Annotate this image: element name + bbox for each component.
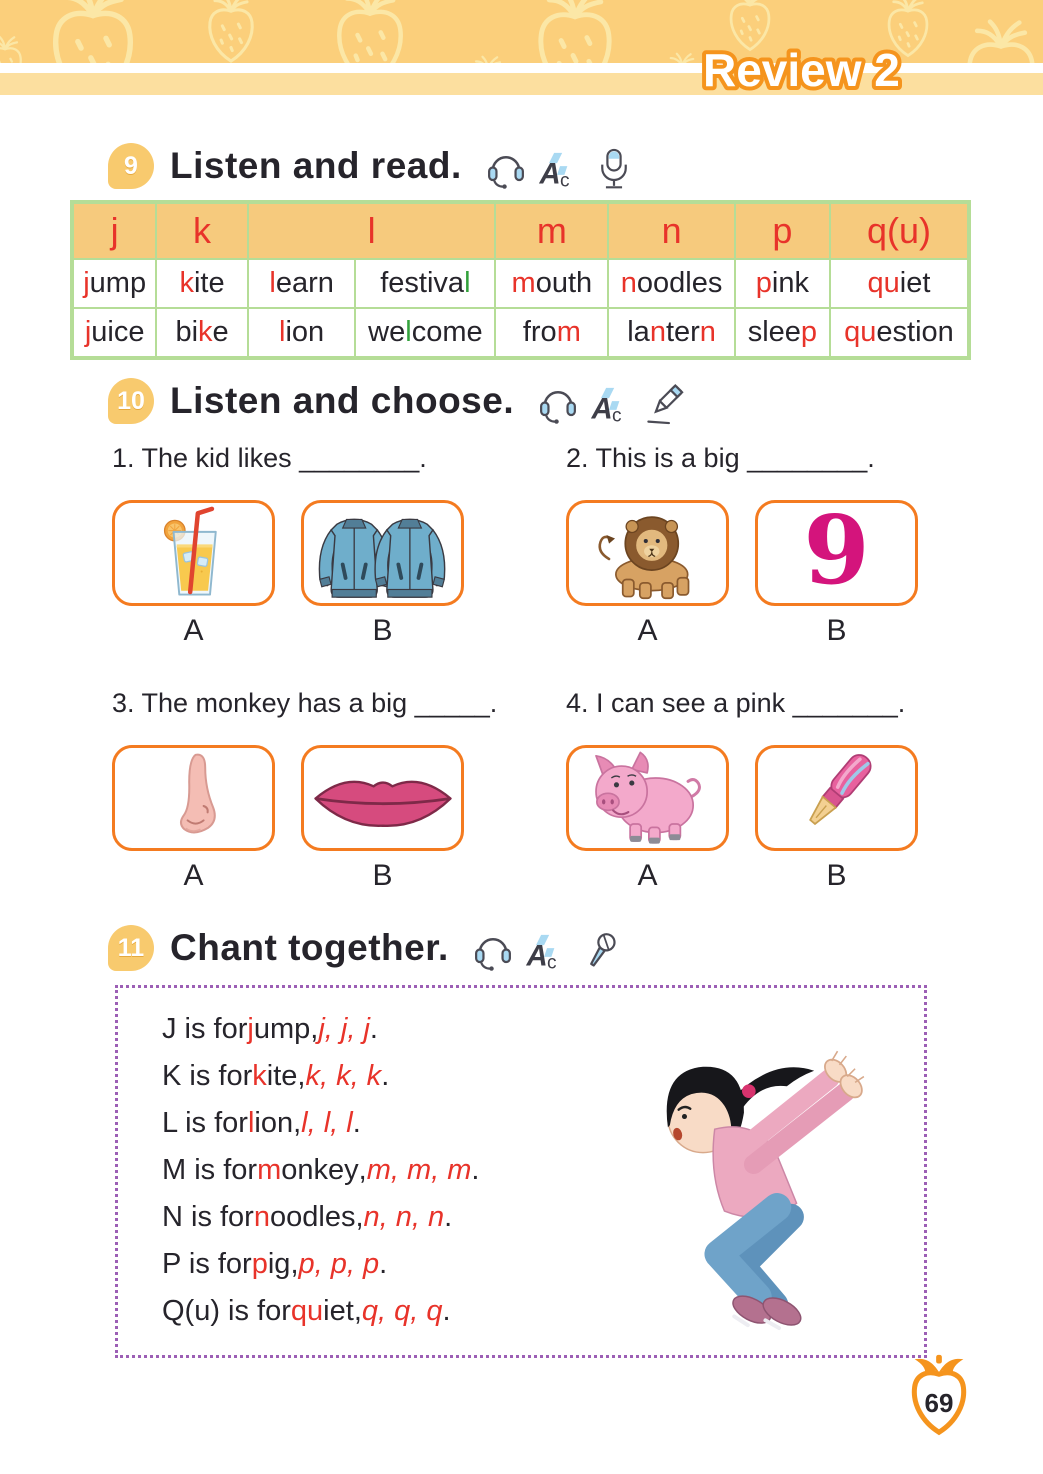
pencil-icon: [644, 381, 688, 427]
option-a-card: [566, 745, 729, 851]
table-header-row: [72, 202, 969, 259]
option-b: [755, 745, 918, 893]
word-cell: from: [495, 308, 608, 358]
word-cell: pink: [735, 259, 830, 308]
word-cell: lion: [248, 308, 356, 358]
abc-icon: [590, 381, 634, 427]
option-a-card: [112, 745, 275, 851]
section-9-title: Listen and read.: [170, 145, 462, 186]
question-1: [112, 443, 552, 648]
option-a: [566, 745, 729, 893]
svg-text:A: A: [591, 392, 613, 426]
question-4-options: [566, 745, 1006, 893]
number-nine-image: 9: [803, 500, 870, 606]
jackets-image: [308, 505, 458, 601]
table-row: [72, 259, 969, 308]
question-4-text: 4. I can see a pink _______.: [566, 688, 906, 718]
lion-image: [580, 506, 715, 600]
headset-icon: [536, 381, 580, 427]
table-header-m: m: [495, 202, 608, 259]
svg-text:c: c: [559, 170, 570, 192]
question-2-text: 2. This is a big ________.: [566, 443, 875, 473]
word-cell: kite: [156, 259, 247, 308]
chant-line: J is for j ump , j, j, j .: [162, 1013, 378, 1045]
page-number-badge: [903, 1352, 975, 1438]
chant-line: K is for k ite , k, k, k .: [162, 1060, 390, 1092]
nose-image: [153, 750, 235, 846]
juice-image: [129, 505, 259, 601]
strawberry-icon: [200, 0, 262, 66]
option-b-card: [755, 745, 918, 851]
option-b-label: B: [826, 614, 847, 647]
question-1-options: [112, 500, 552, 648]
option-a-card: [566, 500, 729, 606]
word-cell: mouth: [495, 259, 608, 308]
section-9-badge: 9: [108, 143, 154, 189]
svg-text:c: c: [612, 405, 622, 427]
option-a-label: A: [183, 859, 204, 892]
chant-line: N is for n oodles , n, n, n .: [162, 1201, 453, 1233]
word-cell: jump: [72, 259, 156, 308]
section-10-icons: [536, 381, 688, 427]
headset-icon: [484, 146, 528, 192]
svg-text:c: c: [546, 952, 557, 974]
headset-icon: [471, 928, 515, 974]
option-a: [566, 500, 729, 648]
chant-line: L is for l ion , l, l, l .: [162, 1107, 361, 1139]
option-b-card: [301, 500, 464, 606]
phonics-table: [70, 200, 971, 360]
section-10-badge: 10: [108, 378, 154, 424]
pig-image: [582, 749, 714, 847]
option-a-card: [112, 500, 275, 606]
table-header-l: l: [248, 202, 496, 259]
option-b: [301, 500, 464, 648]
option-a-label: A: [637, 614, 658, 647]
table-header-p: p: [735, 202, 830, 259]
question-2-options: [566, 500, 1006, 648]
pen-image: [767, 749, 907, 847]
review-title-text: Review 2: [703, 44, 900, 96]
chant-box: [115, 985, 927, 1358]
section-9-heading: [108, 140, 636, 192]
option-a: [112, 500, 275, 648]
page-header-band: [0, 0, 1043, 95]
hand-microphone-icon: [579, 928, 623, 974]
question-1-text: 1. The kid likes ________.: [112, 443, 427, 473]
question-3-text: 3. The monkey has a big _____.: [112, 688, 498, 718]
chant-lines: [162, 1006, 479, 1335]
section-10-title: Listen and choose.: [170, 380, 515, 421]
word-cell: quiet: [830, 259, 969, 308]
question-2: [566, 443, 1006, 648]
word-cell: learn: [248, 259, 356, 308]
chant-line: Q(u) is for qu iet , q, q, q .: [162, 1295, 451, 1327]
section-11-title: Chant together.: [170, 927, 449, 968]
svg-text:A: A: [539, 157, 561, 191]
option-b-card: [755, 500, 918, 606]
chant-line: P is for p ig , p, p, p .: [162, 1248, 388, 1280]
table-header-j: j: [72, 202, 156, 259]
review-title: [695, 38, 935, 95]
jumping-girl-image: [596, 1020, 888, 1332]
option-b-label: B: [826, 859, 847, 892]
option-a-label: A: [183, 614, 204, 647]
option-b: [755, 500, 918, 648]
table-header-n: n: [608, 202, 734, 259]
word-cell: festival: [355, 259, 495, 308]
question-4: [566, 688, 1006, 893]
table-header-k: k: [156, 202, 247, 259]
mouth-image: [308, 756, 458, 841]
section-11-icons: [471, 928, 623, 974]
section-9-icons: [484, 146, 636, 192]
question-3-options: [112, 745, 552, 893]
word-cell: question: [830, 308, 969, 358]
abc-icon: [525, 928, 569, 974]
section-10-heading: [108, 375, 688, 427]
word-cell: lantern: [608, 308, 734, 358]
abc-icon: [538, 146, 582, 192]
option-b: [301, 745, 464, 893]
option-b-label: B: [372, 614, 393, 647]
option-a: [112, 745, 275, 893]
table-header-qu: q(u): [830, 202, 969, 259]
option-a-label: A: [637, 859, 658, 892]
microphone-icon: [592, 146, 636, 192]
question-3: [112, 688, 552, 893]
chant-line: M is for m onkey , m, m, m .: [162, 1154, 480, 1186]
word-cell: welcome: [355, 308, 495, 358]
option-b-label: B: [372, 859, 393, 892]
table-row: [72, 308, 969, 358]
option-b-card: [301, 745, 464, 851]
word-cell: juice: [72, 308, 156, 358]
word-cell: bike: [156, 308, 247, 358]
svg-text:A: A: [526, 939, 548, 973]
section-11-badge: 11: [108, 925, 154, 971]
page-number: 69: [924, 1388, 954, 1418]
word-cell: sleep: [735, 308, 830, 358]
section-11-heading: [108, 922, 623, 974]
word-cell: noodles: [608, 259, 734, 308]
